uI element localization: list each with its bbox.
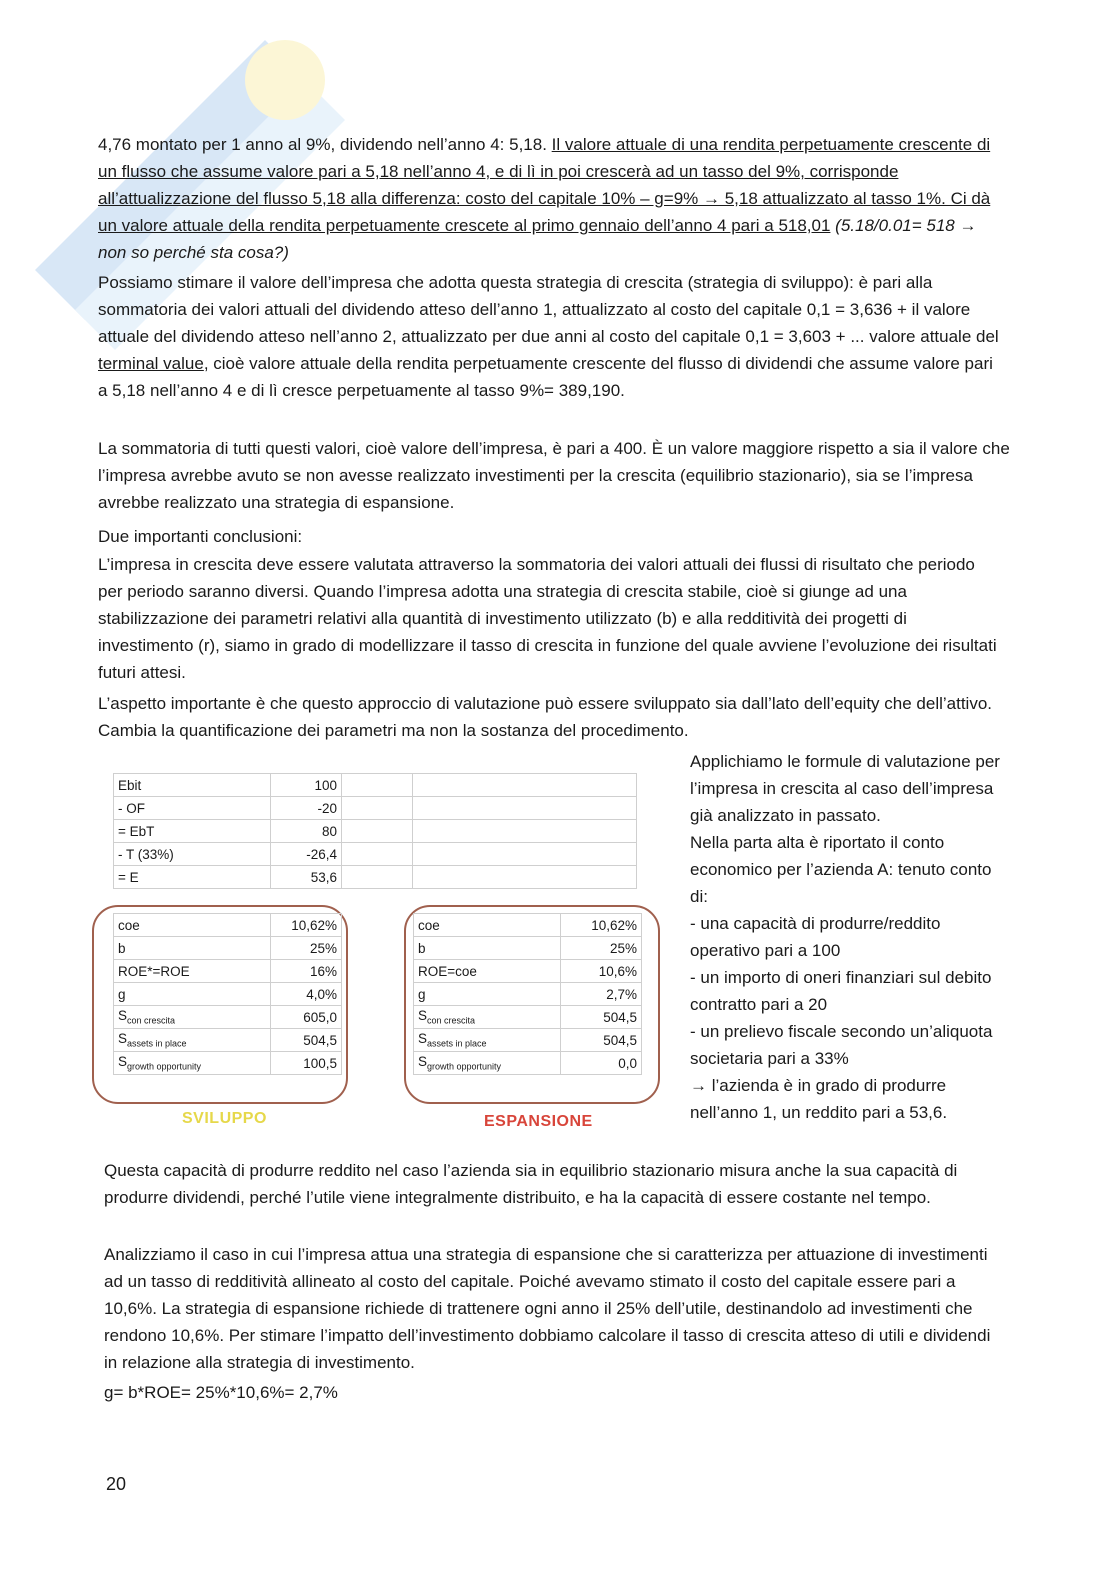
espansione-label-subscript: assets in place <box>427 1038 487 1049</box>
espansione-label-cell <box>414 937 561 960</box>
sviluppo-label: b <box>118 940 126 956</box>
income-value: -20 <box>271 797 342 820</box>
page-number: 20 <box>106 1474 127 1494</box>
paragraph-conclusioni-title: Due importanti conclusioni: <box>98 527 303 546</box>
espansione-label: ESPANSIONE <box>484 1113 593 1130</box>
income-value: -26,4 <box>271 843 342 866</box>
terminal-value-term: terminal value <box>98 354 204 373</box>
espansione-label: S <box>418 1008 428 1024</box>
espansione-label-subscript: growth opportunity <box>427 1061 502 1072</box>
rendita-note: (5.18/0.01= 518 → non so perché sta cosa?) <box>98 216 977 262</box>
espansione-row <box>414 1006 642 1029</box>
espansione-row <box>414 983 642 1006</box>
sviluppo-value: 605,0 <box>271 1006 342 1029</box>
paragraph-sommatoria: La sommatoria di tutti questi valori, cioè valore dell’impresa, è pari a 400. È un valore maggiore rispetto a sia il valore che l’impresa avrebbe avuto se non avesse realizzato investimenti per la crescita (equilibrio stazionario), sia se l’impresa avrebbe realizzato una strategia di espansione. <box>98 439 1010 512</box>
side-text-5: - un prelievo fiscale secondo un’aliquota societaria pari a 33% <box>690 1022 993 1068</box>
espansione-row <box>414 1029 642 1052</box>
paragraph-espansione: Analizziamo il caso in cui l’impresa attua una strategia di espansione che si caratterizza per attuazione di investimenti ad un tasso di redditività allineato al costo del capitale. Poiché avevamo stimato il costo del capitale essere pari a 10,6%. La strategia di espansione richiede di trattenere ogni anno il 25% dell’utile, destinandolo ad investimenti che rendono 10,6%. Per stimare l’impatto dell’investimento dobbiamo calcolare il tasso di crescita atteso di utili e dividendi in relazione alla strategia di investimento. <box>104 1245 991 1372</box>
espansione-value: 0,0 <box>561 1052 642 1075</box>
sviluppo-row <box>114 983 342 1006</box>
empty-cell <box>413 797 637 820</box>
espansione-label-cell <box>414 914 561 937</box>
espansione-row <box>414 960 642 983</box>
espansione-table <box>413 913 642 1075</box>
income-label: Ebit <box>118 777 142 793</box>
sviluppo-row <box>114 937 342 960</box>
sviluppo-label-cell <box>114 1052 271 1075</box>
sviluppo-label-cell <box>114 1006 271 1029</box>
sviluppo-row <box>114 1052 342 1075</box>
sviluppo-row <box>114 914 342 937</box>
valore-impresa-text-end: , cioè valore attuale della rendita perpetuamente crescente del flusso di dividendi che assume valore pari a 5,18 nell’anno 4 e di lì cresce perpetuamente al tasso 9%= 389,190. <box>98 354 993 400</box>
empty-cell <box>342 774 413 797</box>
sviluppo-value: 100,5 <box>271 1052 342 1075</box>
paragraph-approccio: L’aspetto importante è che questo approccio di valutazione può essere sviluppato sia dall’lato dell’equity che dell’attivo. Cambia la quantificazione dei parametri ma non la sostanza del procedimento. <box>98 694 993 740</box>
empty-cell <box>342 797 413 820</box>
rendita-underlined: Il valore attuale di una rendita perpetuamente crescente di un flusso che assume valore pari a 5,18 nell’anno 4, e di lì in poi crescerà ad un tasso del 9%, corrisponde all’attualizzazione del flusso 5,18 alla differenza: costo del capitale 10% – g=9% → 5,18 attualizzato al tasso 1%. Ci dà un valore attuale della rendita perpetuamente crescete al primo gennaio dell’anno 4 pari a 518,01 <box>98 135 991 235</box>
espansione-row <box>414 914 642 937</box>
sviluppo-label: g <box>118 986 126 1002</box>
sviluppo-label: coe <box>118 917 140 933</box>
income-row <box>114 843 637 866</box>
empty-cell <box>342 843 413 866</box>
sviluppo-label-cell <box>114 1029 271 1052</box>
income-value: 80 <box>271 820 342 843</box>
espansione-label-subscript: con crescita <box>427 1015 476 1026</box>
espansione-value: 25% <box>561 937 642 960</box>
espansione-label-cell <box>414 983 561 1006</box>
espansione-value: 504,5 <box>561 1006 642 1029</box>
espansione-value: 504,5 <box>561 1029 642 1052</box>
side-text-4: - un importo di oneri finanziari sul debito contratto pari a 20 <box>690 968 992 1014</box>
espansione-label-cell <box>414 1029 561 1052</box>
espansione-label: ROE=coe <box>418 963 477 979</box>
sviluppo-label-subscript: growth opportunity <box>127 1061 202 1072</box>
income-row <box>114 820 637 843</box>
espansione-label: coe <box>418 917 440 933</box>
side-text-2: Nella parta alta è riportato il conto economico per l’azienda A: tenuto conto di: <box>690 833 992 906</box>
sviluppo-label-subscript: assets in place <box>127 1038 187 1049</box>
empty-cell <box>342 820 413 843</box>
espansione-label: g <box>418 986 426 1002</box>
sviluppo-value: 16% <box>271 960 342 983</box>
sviluppo-label-cell <box>114 960 271 983</box>
sviluppo-value: 4,0% <box>271 983 342 1006</box>
espansione-label-cell <box>414 1052 561 1075</box>
espansione-label-cell <box>414 960 561 983</box>
sviluppo-label: S <box>118 1031 128 1047</box>
income-value: 100 <box>271 774 342 797</box>
paragraph-rendita <box>98 131 1003 266</box>
income-statement-table <box>113 773 637 889</box>
empty-cell <box>342 866 413 889</box>
income-label-cell <box>114 843 271 866</box>
espansione-row <box>414 1052 642 1075</box>
sviluppo-label: ROE*=ROE <box>118 963 190 979</box>
income-label: - OF <box>118 800 145 816</box>
sviluppo-label-cell <box>114 937 271 960</box>
sviluppo-label-cell <box>114 983 271 1006</box>
income-value: 53,6 <box>271 866 342 889</box>
valore-impresa-text: Possiamo stimare il valore dell’impresa che adotta questa strategia di crescita (strategia di sviluppo): è pari alla sommatoria dei valori attuali del dividendo atteso dell’anno 1, attualizzato al costo del capitale 0,1 = 3,636 + il valore attuale del dividendo atteso nell’anno 2, attualizzato per due anni al costo del capitale 0,1 = 3,603 + ... valore attuale del <box>98 273 999 346</box>
income-label: = EbT <box>118 823 155 839</box>
sviluppo-label: S <box>118 1008 128 1024</box>
side-text-6: → l’azienda è in grado di produrre nell’anno 1, un reddito pari a 53,6. <box>690 1076 948 1122</box>
espansione-label-cell <box>414 1006 561 1029</box>
side-text-1: Applichiamo le formule di valutazione per l’impresa in crescita al caso dell’impresa già analizzato in passato. <box>690 752 1000 825</box>
income-label-cell <box>114 797 271 820</box>
income-label: = E <box>118 869 139 885</box>
income-row <box>114 774 637 797</box>
income-row <box>114 866 637 889</box>
sviluppo-row <box>114 960 342 983</box>
espansione-label: S <box>418 1054 428 1070</box>
rendita-lead: 4,76 montato per 1 anno al 9%, dividendo nell’anno 4: 5,18. <box>98 135 552 154</box>
sviluppo-value: 504,5 <box>271 1029 342 1052</box>
growth-formula: g= b*ROE= 25%*10,6%= 2,7% <box>104 1383 338 1402</box>
income-label: - T (33%) <box>118 846 174 862</box>
sviluppo-table <box>113 913 342 1075</box>
empty-cell <box>413 843 637 866</box>
paragraph-equilibrio: Questa capacità di produrre reddito nel caso l’azienda sia in equilibrio stazionario misura anche la sua capacità di produrre dividendi, perché l’utile viene integralmente distribuito, e ha la capacità di essere costante nel tempo. <box>104 1161 958 1207</box>
empty-cell <box>413 866 637 889</box>
espansione-row <box>414 937 642 960</box>
income-label-cell <box>114 774 271 797</box>
sviluppo-row <box>114 1029 342 1052</box>
empty-cell <box>413 820 637 843</box>
sviluppo-row <box>114 1006 342 1029</box>
income-label-cell <box>114 820 271 843</box>
sviluppo-label: S <box>118 1054 128 1070</box>
sviluppo-label: SVILUPPO <box>182 1110 267 1127</box>
sviluppo-value: 10,62% <box>271 914 342 937</box>
paragraph-crescita: L’impresa in crescita deve essere valutata attraverso la sommatoria dei valori attuali dei flussi di risultato che periodo per periodo saranno diversi. Quando l’impresa adotta una strategia di crescita stabile, cioè si giunge ad una stabilizzazione dei parametri relativi alla quantità di investimento utilizzato (b) e alla redditività dei progetti di investimento (r), siamo in grado di modellizzare il tasso di crescita in funzione del quale avviene l’evoluzione dei risultati futuri attesi. <box>98 555 997 682</box>
sviluppo-value: 25% <box>271 937 342 960</box>
side-text-3: - una capacità di produrre/reddito operativo pari a 100 <box>690 914 941 960</box>
sviluppo-label-cell <box>114 914 271 937</box>
sviluppo-label-subscript: con crescita <box>127 1015 176 1026</box>
espansione-value: 2,7% <box>561 983 642 1006</box>
espansione-label: S <box>418 1031 428 1047</box>
income-label-cell <box>114 866 271 889</box>
espansione-label: b <box>418 940 426 956</box>
espansione-value: 10,6% <box>561 960 642 983</box>
side-explanation <box>690 748 1010 1126</box>
espansione-value: 10,62% <box>561 914 642 937</box>
empty-cell <box>413 774 637 797</box>
income-row <box>114 797 637 820</box>
paragraph-valore-impresa <box>98 269 1003 404</box>
